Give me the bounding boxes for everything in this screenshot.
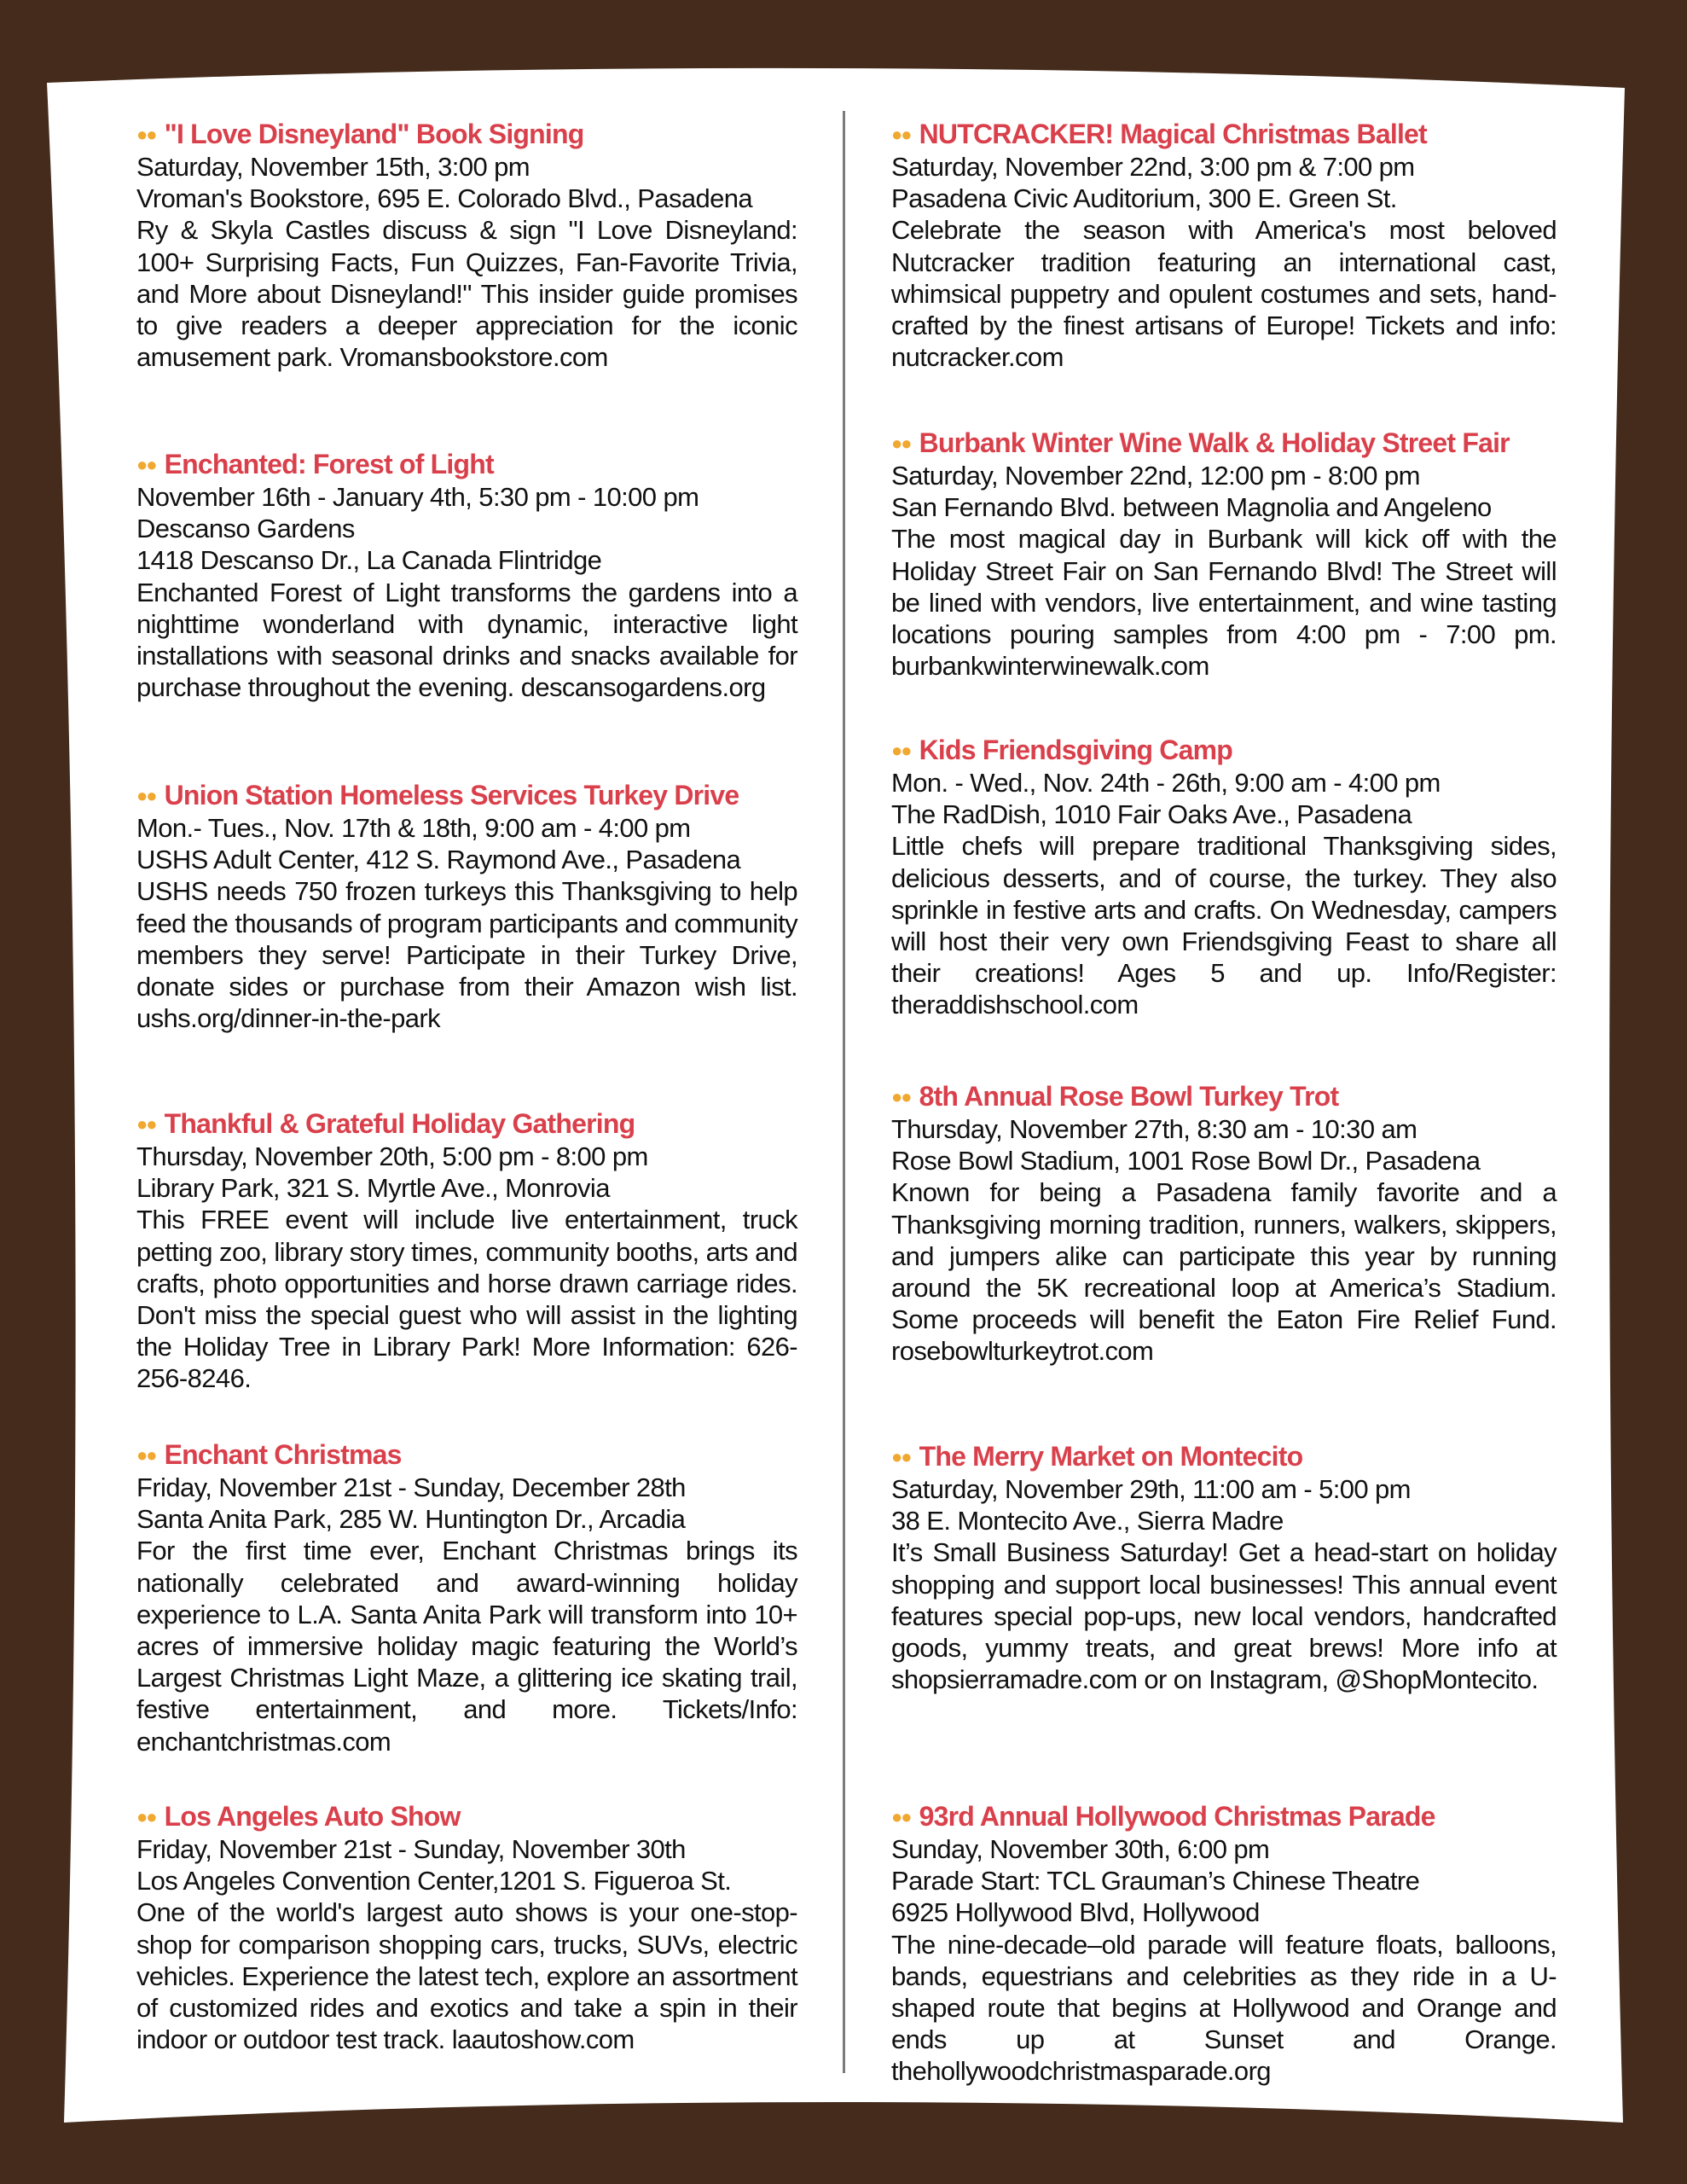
bullet-icon: ●● (891, 740, 911, 761)
event-detail-line: Descanso Gardens (136, 514, 355, 544)
bullet-icon: ●● (136, 785, 156, 806)
event-title (891, 1080, 1557, 1113)
event-title-text: NUTCRACKER! Magical Christmas Ballet (919, 119, 1427, 149)
column-divider (843, 111, 845, 2073)
event-details (136, 1833, 797, 1896)
event-description: USHS needs 750 frozen turkeys this Thanksgiving to help feed the thousands of program participants and community members they serve! Participate in their Turkey Drive, donate sides or purchase from their Amazon wish list. ushs.org/dinner-in-the-park (136, 876, 797, 1034)
event-detail-line: Mon. - Wed., Nov. 24th - 26th, 9:00 am - 4:00 pm (891, 768, 1441, 798)
event-title-text: Kids Friendsgiving Camp (919, 735, 1233, 765)
event-listing (136, 1438, 797, 1757)
event-title-text: 93rd Annual Hollywood Christmas Parade (919, 1801, 1435, 1832)
event-detail-line: Los Angeles Convention Center,1201 S. Figueroa St. (136, 1866, 732, 1896)
event-detail-line: USHS Adult Center, 412 S. Raymond Ave., Pasadena (136, 845, 741, 875)
event-title (891, 427, 1557, 460)
bullet-icon: ●● (136, 1113, 156, 1135)
event-details (891, 460, 1557, 523)
event-listing (891, 1800, 1557, 2088)
event-detail-line: Sunday, November 30th, 6:00 pm (891, 1834, 1270, 1864)
event-listing (136, 1107, 797, 1395)
event-details (136, 481, 797, 577)
event-listing (891, 118, 1557, 373)
bullet-icon: ●● (891, 1086, 911, 1107)
event-detail-line: Parade Start: TCL Grauman’s Chinese Theatre (891, 1866, 1420, 1896)
event-detail-line: Pasadena Civic Auditorium, 300 E. Green St. (891, 183, 1397, 214)
event-title (136, 1107, 797, 1141)
bullet-icon: ●● (891, 1446, 911, 1467)
event-title (136, 118, 797, 151)
event-listing (891, 427, 1557, 682)
event-title (891, 118, 1557, 151)
event-title (136, 1438, 797, 1472)
event-description: Enchanted Forest of Light transforms the gardens into a nighttime wonderland with dynamic, interactive light installations with seasonal drinks and snacks available for purchase throughout the evening. descansogardens.org (136, 577, 797, 703)
event-description: The most magical day in Burbank will kick off with the Holiday Street Fair on San Fernando Blvd! The Street will be lined with vendors, live entertainment, and wine tasting locations pouring samples from 4:00 pm - 7:00 pm. burbankwinterwinewalk.com (891, 524, 1557, 682)
event-title (136, 1800, 797, 1833)
event-detail-line: Friday, November 21st - Sunday, November 30th (136, 1834, 686, 1864)
event-detail-line: Vroman's Bookstore, 695 E. Colorado Blvd., Pasadena (136, 183, 753, 214)
event-listing (136, 779, 797, 1034)
event-listing (891, 734, 1557, 1021)
event-detail-line: 1418 Descanso Dr., La Canada Flintridge (136, 545, 602, 576)
bullet-icon: ●● (136, 1444, 156, 1466)
event-title (891, 1440, 1557, 1473)
event-title-text: The Merry Market on Montecito (919, 1441, 1303, 1472)
event-details (891, 767, 1557, 830)
event-title-text: Enchanted: Forest of Light (164, 449, 494, 479)
event-title-text: Union Station Homeless Services Turkey Drive (164, 780, 739, 810)
event-description: One of the world's largest auto shows is your one-stop-shop for comparison shopping cars, trucks, SUVs, electric vehicles. Experience the latest tech, explore an assortment of customized rides and exotics and take a spin in their indoor or outdoor test track. laautoshow.com (136, 1897, 797, 2055)
event-listing (136, 448, 797, 703)
event-detail-line: Thursday, November 27th, 8:30 am - 10:30 am (891, 1114, 1417, 1144)
event-description: This FREE event will include live entertainment, truck petting zoo, library story times, community booths, arts and crafts, photo opportunities and horse drawn carriage rides. Don't miss the special guest who will assist in the lighting the Holiday Tree in Library Park! More Information: 626-256-8246. (136, 1205, 797, 1394)
event-detail-line: Saturday, November 22nd, 3:00 pm & 7:00 pm (891, 152, 1415, 182)
event-detail-line: Saturday, November 22nd, 12:00 pm - 8:00 pm (891, 461, 1420, 491)
event-details (136, 1472, 797, 1535)
event-detail-line: Friday, November 21st - Sunday, December 28th (136, 1472, 686, 1502)
event-detail-line: November 16th - January 4th, 5:30 pm - 10:00 pm (136, 482, 699, 512)
event-title-text: 8th Annual Rose Bowl Turkey Trot (919, 1081, 1339, 1112)
event-description: For the first time ever, Enchant Christmas brings its nationally celebrated and award-winning holiday experience to L.A. Santa Anita Park will transform into 10+ acres of immersive holiday magic featuring the World’s Largest Christmas Light Maze, a glittering ice skating trail, festive entertainment, and more. Tickets/Info: enchantchristmas.com (136, 1536, 797, 1757)
bullet-icon: ●● (136, 454, 156, 475)
event-detail-line: The RadDish, 1010 Fair Oaks Ave., Pasadena (891, 799, 1412, 830)
event-details (136, 812, 797, 875)
event-detail-line: Thursday, November 20th, 5:00 pm - 8:00 pm (136, 1141, 648, 1171)
event-description: Known for being a Pasadena family favorite and a Thanksgiving morning tradition, runners, walkers, skippers, and jumpers alike can participate this year by running around the 5K recreational loop at America’s Stadium. Some proceeds will benefit the Eaton Fire Relief Fund. rosebowlturkeytrot.com (891, 1177, 1557, 1367)
event-detail-line: 38 E. Montecito Ave., Sierra Madre (891, 1506, 1284, 1536)
event-description: Little chefs will prepare traditional Thanksgiving sides, delicious desserts, and of course, the turkey. They also sprinkle in festive arts and crafts. On Wednesday, campers will host their very own Friendsgiving Feast to share all their creations! Ages 5 and up. Info/Register: theraddishschool.com (891, 831, 1557, 1020)
event-listing (891, 1080, 1557, 1368)
event-description: The nine-decade–old parade will feature floats, balloons, bands, equestrians and celebrities as they ride in a U-shaped route that begins at Hollywood and Orange and ends up at Sunset and Orange. thehollywoodchristmasparade.org (891, 1929, 1557, 2087)
event-details (891, 1113, 1557, 1176)
event-details (891, 1833, 1557, 1929)
event-description: Celebrate the season with America's most beloved Nutcracker tradition featuring an international cast, whimsical puppetry and opulent costumes and sets, hand-crafted by the finest artisans of Europe! Tickets and info: nutcracker.com (891, 215, 1557, 373)
event-title-text: Burbank Winter Wine Walk & Holiday Street Fair (919, 427, 1510, 458)
bullet-icon: ●● (891, 124, 911, 145)
event-title-text: Los Angeles Auto Show (164, 1801, 461, 1832)
event-title-text: Enchant Christmas (164, 1439, 402, 1470)
event-detail-line: Santa Anita Park, 285 W. Huntington Dr., Arcadia (136, 1504, 686, 1535)
event-title (136, 448, 797, 481)
event-title (891, 734, 1557, 767)
bullet-icon: ●● (136, 1806, 156, 1827)
event-title (891, 1800, 1557, 1833)
event-title (136, 779, 797, 812)
event-details (136, 1141, 797, 1204)
event-detail-line: Rose Bowl Stadium, 1001 Rose Bowl Dr., Pasadena (891, 1146, 1481, 1176)
event-description: It’s Small Business Saturday! Get a head-start on holiday shopping and support local businesses! This annual event features special pop-ups, new local vendors, handcrafted goods, yummy treats, and great brews! More info at shopsierramadre.com or on Instagram, @ShopMontecito. (891, 1537, 1557, 1695)
event-detail-line: Mon.- Tues., Nov. 17th & 18th, 9:00 am - 4:00 pm (136, 813, 691, 843)
event-detail-line: Saturday, November 15th, 3:00 pm (136, 152, 530, 182)
event-description: Ry & Skyla Castles discuss & sign "I Love Disneyland: 100+ Surprising Facts, Fun Quizzes, Fan-Favorite Trivia, and More about Disneyland!" This insider guide promises to give readers a deeper appreciation for the iconic amusement park. Vromansbookstore.com (136, 215, 797, 373)
event-listing (891, 1440, 1557, 1695)
bullet-icon: ●● (136, 124, 156, 145)
event-detail-line: San Fernando Blvd. between Magnolia and Angeleno (891, 492, 1492, 523)
event-details (891, 151, 1557, 214)
event-detail-line: Saturday, November 29th, 11:00 am - 5:00 pm (891, 1474, 1411, 1504)
event-title-text: "I Love Disneyland" Book Signing (164, 119, 584, 149)
event-details (136, 151, 797, 214)
event-title-text: Thankful & Grateful Holiday Gathering (164, 1108, 635, 1139)
event-detail-line: 6925 Hollywood Blvd, Hollywood (891, 1897, 1260, 1928)
event-details (891, 1473, 1557, 1536)
bullet-icon: ●● (891, 433, 911, 454)
event-listing (136, 1800, 797, 2055)
event-detail-line: Library Park, 321 S. Myrtle Ave., Monrovia (136, 1173, 610, 1204)
event-listing (136, 118, 797, 373)
bullet-icon: ●● (891, 1806, 911, 1827)
